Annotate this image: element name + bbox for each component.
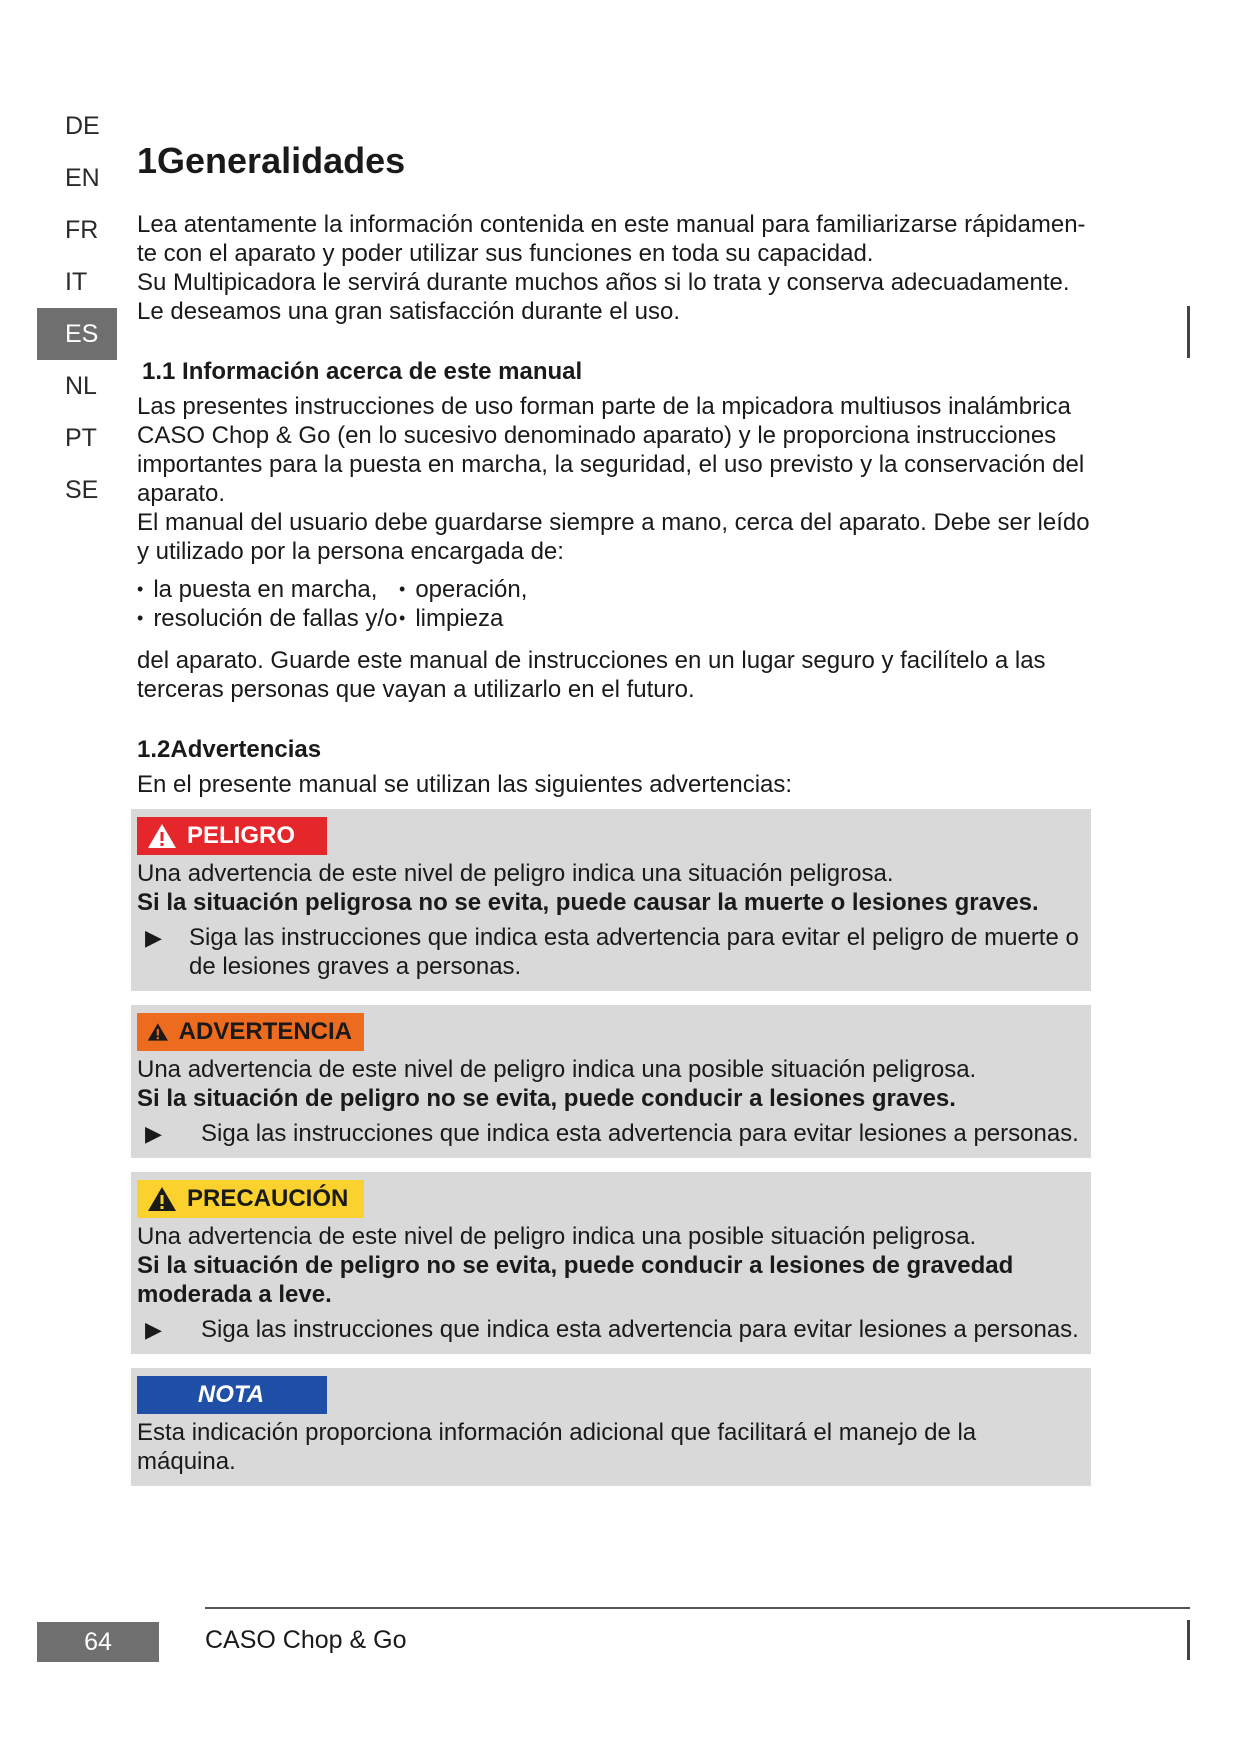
arrow-right-icon: ▶ <box>145 925 162 950</box>
caution-badge <box>137 1180 364 1218</box>
warning-instruction <box>137 1119 1081 1148</box>
danger-instruction <box>137 923 1081 981</box>
intro-line-2: te con el aparato y poder utilizar sus funciones en toda su capacidad. <box>137 240 874 267</box>
caution-box <box>131 1172 1091 1354</box>
caution-label: PRECAUCIÓN <box>187 1185 349 1212</box>
bullet-item: • la puesta en marcha, <box>137 576 399 605</box>
section-heading-1-1: 1.1 Información acerca de este manual <box>142 358 583 385</box>
lang-tab-en[interactable]: EN <box>65 164 100 192</box>
danger-text: Una advertencia de este nivel de peligro indica una situación peligrosa. <box>137 860 894 887</box>
warning-instruction-text: Siga las instrucciones que indica esta advertencia para evitar lesiones a personas. <box>201 1120 1079 1147</box>
arrow-right-icon: ▶ <box>145 1317 162 1342</box>
warning-label: ADVERTENCIA <box>178 1018 352 1045</box>
warning-bold-text: Si la situación de peligro no se evita, puede conducir a lesiones graves. <box>137 1085 956 1112</box>
lang-tab-de[interactable]: DE <box>65 112 100 140</box>
lang-tab-nl[interactable]: NL <box>65 372 97 400</box>
bullet-item: • limpieza <box>399 605 599 634</box>
bullet-list <box>137 576 1097 634</box>
footer-divider <box>205 1607 1190 1609</box>
section2-intro: En el presente manual se utilizan las siguientes advertencias: <box>137 771 793 798</box>
note-badge <box>137 1376 327 1414</box>
danger-label: PELIGRO <box>187 822 296 849</box>
danger-bold-text: Si la situación peligrosa no se evita, puede causar la muerte o lesiones graves. <box>137 889 1039 916</box>
caution-text: Una advertencia de este nivel de peligro indica una posible situación peligrosa. <box>137 1223 977 1250</box>
section1-paragraph-1: Las presentes instrucciones de uso forman parte de la mpicadora multiusos inalámbrica CASO Chop & Go (en lo sucesivo denominado aparato) y le proporciona instrucciones importantes para la puesta en marcha, la seguridad, el uso previsto y la conservación del aparato. <box>137 393 1085 507</box>
footer-product-name: CASO Chop & Go <box>205 1626 407 1654</box>
intro-line-1: Lea atentamente la información contenida en este manual para familiarizarse rápidamen- <box>137 211 1086 238</box>
warning-triangle-icon <box>147 1018 169 1046</box>
warning-box <box>131 1005 1091 1158</box>
lang-tab-se[interactable]: SE <box>65 476 99 504</box>
lang-tab-es[interactable]: ES <box>37 308 117 360</box>
right-edge-marker <box>1187 306 1190 358</box>
lang-tab-it[interactable]: IT <box>65 268 88 296</box>
note-text: Esta indicación proporciona información adicional que facilitará el manejo de la máquina. <box>137 1419 977 1475</box>
warning-triangle-icon <box>147 1185 177 1213</box>
language-nav <box>37 100 117 516</box>
bullet-item: • operación, <box>399 576 599 605</box>
page-title: 1Generalidades <box>137 140 406 181</box>
intro-line-4: Le deseamos una gran satisfacción durante el uso. <box>137 298 681 325</box>
right-edge-marker <box>1187 1620 1190 1660</box>
note-box <box>131 1368 1091 1486</box>
intro-text <box>137 210 1097 326</box>
danger-box <box>131 809 1091 991</box>
page-number: 64 <box>37 1622 159 1662</box>
warning-text: Una advertencia de este nivel de peligro indica una posible situación peligrosa. <box>137 1056 977 1083</box>
caution-instruction-text: Siga las instrucciones que indica esta advertencia para evitar lesiones a personas. <box>201 1316 1079 1343</box>
lang-tab-pt[interactable]: PT <box>65 424 97 452</box>
lang-tab-fr[interactable]: FR <box>65 216 99 244</box>
intro-line-3: Su Multipicadora le servirá durante muchos años si lo trata y conserva adecuadamente. <box>137 269 1070 296</box>
page-content <box>137 140 1097 1500</box>
danger-badge <box>137 817 327 855</box>
caution-bold-text: Si la situación de peligro no se evita, puede conducir a lesiones de gravedad moderada a leve. <box>137 1252 1014 1308</box>
warning-badge <box>137 1013 364 1051</box>
section-heading-1-2: 1.2Advertencias <box>137 736 322 763</box>
danger-instruction-text: Siga las instrucciones que indica esta advertencia para evitar el peligro de muerte o de lesiones graves a personas. <box>189 924 1079 980</box>
caution-instruction <box>137 1315 1081 1344</box>
arrow-right-icon: ▶ <box>145 1121 162 1146</box>
note-label: NOTA <box>197 1381 265 1408</box>
warning-triangle-icon <box>147 822 177 850</box>
bullet-item: • resolución de fallas y/o <box>137 605 399 634</box>
section1-paragraph-3: del aparato. Guarde este manual de instrucciones en un lugar seguro y facilítelo a las terceras personas que vayan a utilizarlo en el futuro. <box>137 647 1046 703</box>
section1-paragraph-2: El manual del usuario debe guardarse siempre a mano, cerca del aparato. Debe ser leído y utilizado por la persona encargada de: <box>137 509 1090 565</box>
